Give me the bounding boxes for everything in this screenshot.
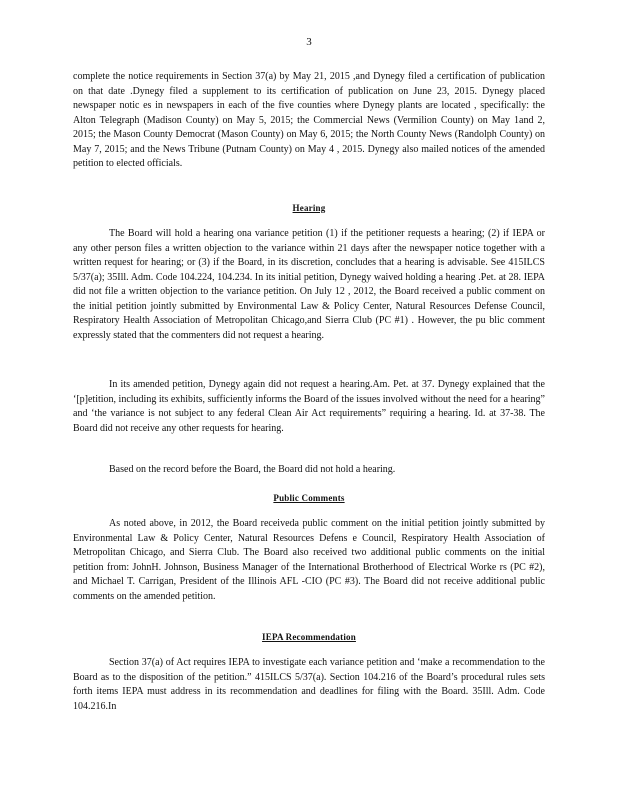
intro-paragraph — [73, 70, 545, 172]
heading-text: Hearing — [292, 203, 326, 213]
page-number: 3 — [306, 36, 312, 48]
hearing-paragraph-2 — [73, 378, 545, 436]
paragraph-text: In its amended petition, Dynegy again did not request a hearing.Am. Pet. at 37. Dynegy explained that the ‘[p]etition, including its exhibits, sufficiently informs the Board of the issues involved without the need for a hearing” and ‘the variance is not subject to any federal Clean Air Act requirements” requiring a hearing. Id. at 37-38. The Board did not receive any other requests for hearing. — [73, 379, 545, 434]
paragraph-text: Based on the record before the Board, the Board did not hold a hearing. — [109, 464, 396, 475]
paragraph-text: complete the notice requirements in Section 37(a) by May 21, 2015 ,and Dynegy filed a certification of publication on that date .Dynegy filed a supplement to its certification of publication on June 23, 2015. Dynegy placed newspaper notic es in newspapers in each of the five counties where Dynegy plants are located , specifically: the Alton Telegraph (Madison County) on May 5, 2015; the Commercial News (Vermilion County) on May 1and 2, 2015; the Mason County Democrat (Mason County) on May 6, 2015; the North County News (Randolph County) on May 7, 2015; and the News Tribune (Putnam County) on May 4 , 2015. Dynegy also mailed notices of the amended petition to elected officials. — [73, 71, 545, 169]
section-heading-hearing — [0, 203, 618, 213]
section-heading-public-comments — [0, 493, 618, 503]
iepa-recommendation-paragraph — [73, 656, 545, 714]
hearing-paragraph-3 — [73, 463, 545, 478]
paragraph-text: The Board will hold a hearing ona variance petition (1) if the petitioner requests a hearing; (2) if IEPA or any other person files a written objection to the variance within 21 days after the newspaper notice together with a written request for hearing; or (3) if the Board, in its discretion, concludes that a hearing is advisable. See 415ILCS 5/37(a); 35Ill. Adm. Code 104.224, 104.234. In its initial petition, Dynegy waived holding a hearing .Pet. at 28. IEPA did not file a written objection to the variance petition. On July 12 , 2012, the Board received a public comment on the initial petition jointly submitted by Environmental Law & Policy Center, Natural Resources Defense Council, Respiratory Health Association of Metropolitan Chicago,and Sierra Club (PC #1) . However, the pu blic comment expressly stated that the commenters did not request a hearing. — [73, 228, 545, 341]
heading-text: Public Comments — [273, 493, 345, 503]
hearing-paragraph-1 — [73, 227, 545, 343]
heading-text: IEPA Recommendation — [262, 632, 356, 642]
section-heading-iepa-recommendation — [0, 632, 618, 642]
paragraph-text: Section 37(a) of Act requires IEPA to investigate each variance petition and ‘make a recommendation to the Board as to the disposition of the petition.” 415ILCS 5/37(a). Section 104.216 of the Board’s procedural rules sets forth items IEPA must address in its recommendation and deadlines for filing with the Board. 35Ill. Adm. Code 104.216.In — [73, 657, 545, 712]
public-comments-paragraph — [73, 517, 545, 604]
paragraph-text: As noted above, in 2012, the Board receiveda public comment on the initial petition jointly submitted by Environmental Law & Policy Center, Natural Resources Defens e Council, Respiratory Health Association of Metropolitan Chicago, and Sierra Club. The Board also received two additional public comments on the initial petition from: JohnH. Johnson, Business Manager of the International Brotherhood of Electrical Worke rs (PC #2), and Michael T. Carrigan, President of the Illinois AFL -CIO (PC #3). The Board did not receive additional public comments on the amended petition. — [73, 518, 545, 602]
